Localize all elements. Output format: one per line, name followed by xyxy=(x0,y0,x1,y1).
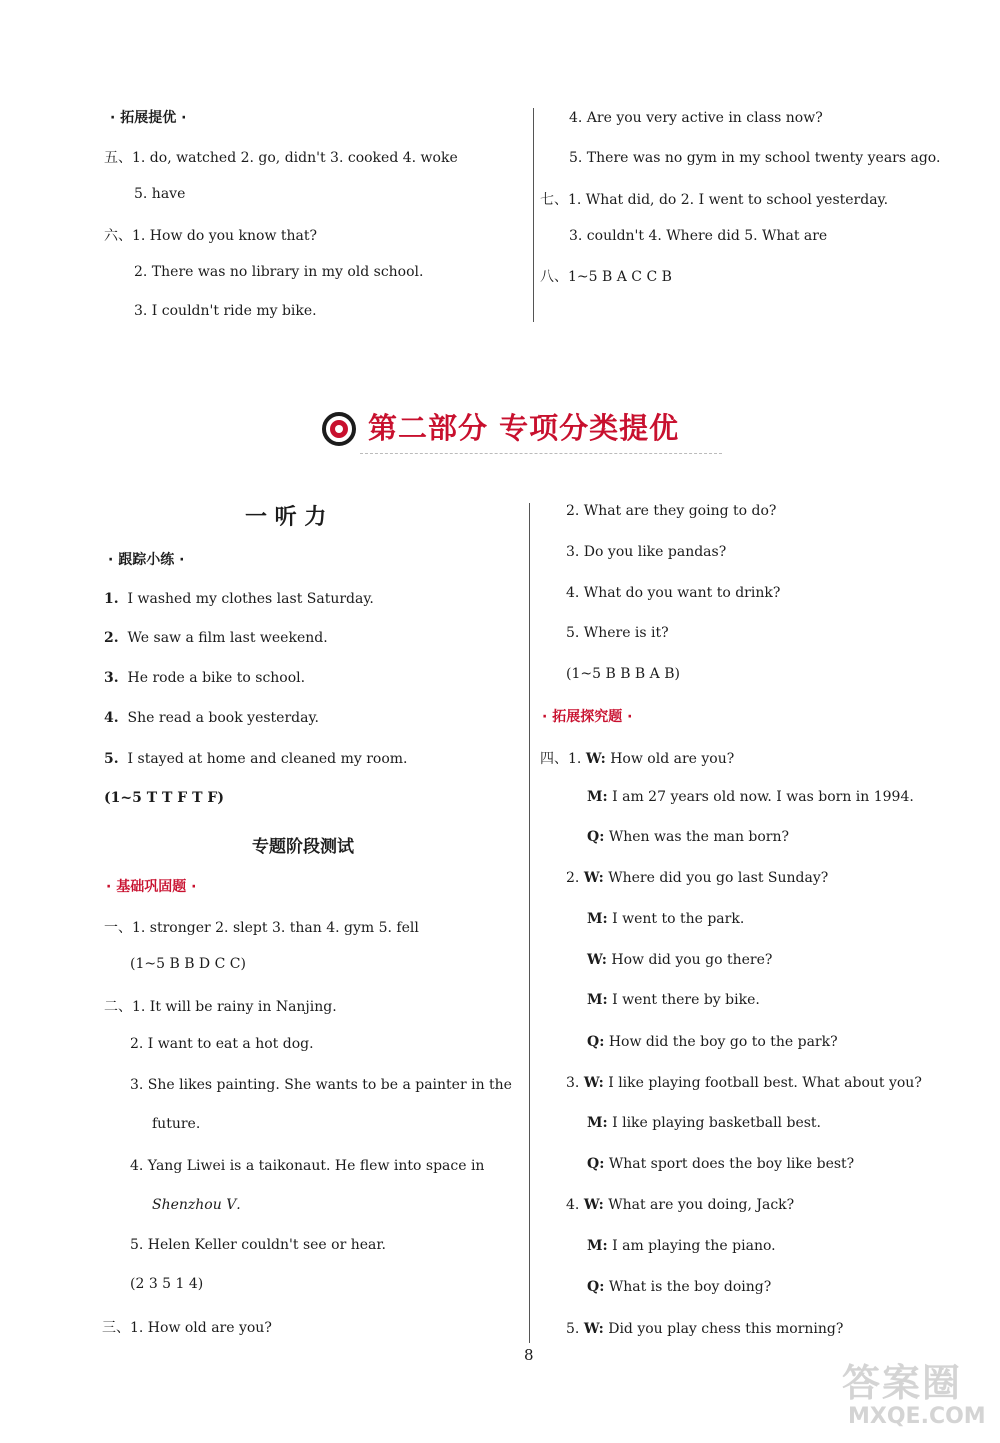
tag-basic: · 基础巩固题 · xyxy=(106,879,197,895)
dialogue-line: 3. W: I like playing football best. What about you? xyxy=(566,1075,922,1091)
answer-line: 5. Where is it? xyxy=(566,625,669,641)
answer-line: Shenzhou Ⅴ. xyxy=(152,1197,241,1213)
watermark-url: MXQE.COM xyxy=(848,1404,986,1429)
answer-line: 二、1. It will be rainy in Nanjing. xyxy=(104,999,337,1015)
answer-line: 4. Are you very active in class now? xyxy=(569,110,823,126)
tag-extension: · 拓展提优 · xyxy=(110,110,187,126)
answer-line: 3. couldn't 4. Where did 5. What are xyxy=(569,228,828,244)
answer-line: 八、1~5 B A C C B xyxy=(540,269,672,285)
page-number: 8 xyxy=(524,1346,534,1364)
dialogue-line: M: I am 27 years old now. I was born in 1994. xyxy=(587,789,914,805)
answer-line: 3. I couldn't ride my bike. xyxy=(134,303,317,319)
answer-line: 2. There was no library in my old school. xyxy=(134,264,424,280)
list-item: 1. I washed my clothes last Saturday. xyxy=(104,591,374,607)
answer-line: 五、1. do, watched 2. go, didn't 3. cooked 4. woke xyxy=(104,150,458,166)
watermark-logo: 答案圈 xyxy=(842,1361,963,1405)
answer-line: 5. There was no gym in my school twenty years ago. xyxy=(569,150,941,166)
list-item: 5. I stayed at home and cleaned my room. xyxy=(104,751,408,767)
banner-underline xyxy=(360,453,722,455)
dialogue-line: 2. W: Where did you go last Sunday? xyxy=(566,870,829,886)
answer-line: (2 3 5 1 4) xyxy=(130,1276,204,1292)
answer-line: future. xyxy=(152,1116,201,1132)
answer-line: 2. What are they going to do? xyxy=(566,503,777,519)
tag-practice: · 跟踪小练 · xyxy=(108,552,185,568)
answer-line: 4. Yang Liwei is a taikonaut. He flew into space in xyxy=(130,1158,485,1174)
dialogue-line: 5. W: Did you play chess this morning? xyxy=(566,1321,844,1337)
dialogue-line: M: I am playing the piano. xyxy=(587,1238,776,1254)
dialogue-line: Q: How did the boy go to the park? xyxy=(587,1034,838,1050)
dialogue-line: Q: When was the man born? xyxy=(587,829,790,845)
dialogue-line: W: How did you go there? xyxy=(587,952,773,968)
answer-line: 一、1. stronger 2. slept 3. than 4. gym 5. fell xyxy=(104,920,419,936)
answer-line: (1~5 B B B A B) xyxy=(566,666,680,682)
answer-line: 3. She likes painting. She wants to be a painter in the xyxy=(130,1077,512,1093)
dialogue-line: M: I went there by bike. xyxy=(587,992,760,1008)
dialogue-line: Q: What is the boy doing? xyxy=(587,1279,772,1295)
list-item: 4. She read a book yesterday. xyxy=(104,710,319,726)
answer-line: 5. have xyxy=(134,186,186,202)
answer-line: (1~5 B B D C C) xyxy=(130,956,246,972)
column-divider xyxy=(533,108,534,322)
list-item: 2. We saw a film last weekend. xyxy=(104,630,328,646)
answer-line: 5. Helen Keller couldn't see or hear. xyxy=(130,1237,386,1253)
answer-key: (1~5 T T F T F) xyxy=(104,790,224,806)
answer-line: 七、1. What did, do 2. I went to school yesterday. xyxy=(540,192,889,208)
answer-line: 4. What do you want to drink? xyxy=(566,585,781,601)
answer-line: 3. Do you like pandas? xyxy=(566,544,727,560)
part-title: 第二部分 专项分类提优 xyxy=(368,411,680,445)
dialogue-line: M: I like playing basketball best. xyxy=(587,1115,821,1131)
sub-title-stage-test: 专题阶段测试 xyxy=(252,837,354,857)
dialogue-line: Q: What sport does the boy like best? xyxy=(587,1156,855,1172)
answer-line: 六、1. How do you know that? xyxy=(104,228,318,244)
answer-line: 三、1. How old are you? xyxy=(102,1320,272,1336)
dialogue-line: 四、1. W: How old are you? xyxy=(540,751,735,767)
tag-exploration: · 拓展探究题 · xyxy=(542,709,633,725)
list-item: 3. He rode a bike to school. xyxy=(104,670,306,686)
column-divider xyxy=(529,503,530,1343)
answer-line: 2. I want to eat a hot dog. xyxy=(130,1036,314,1052)
dialogue-line: M: I went to the park. xyxy=(587,911,745,927)
banner-target-icon xyxy=(322,412,356,446)
section-title-listening: 一 听 力 xyxy=(245,505,327,530)
dialogue-line: 4. W: What are you doing, Jack? xyxy=(566,1197,795,1213)
